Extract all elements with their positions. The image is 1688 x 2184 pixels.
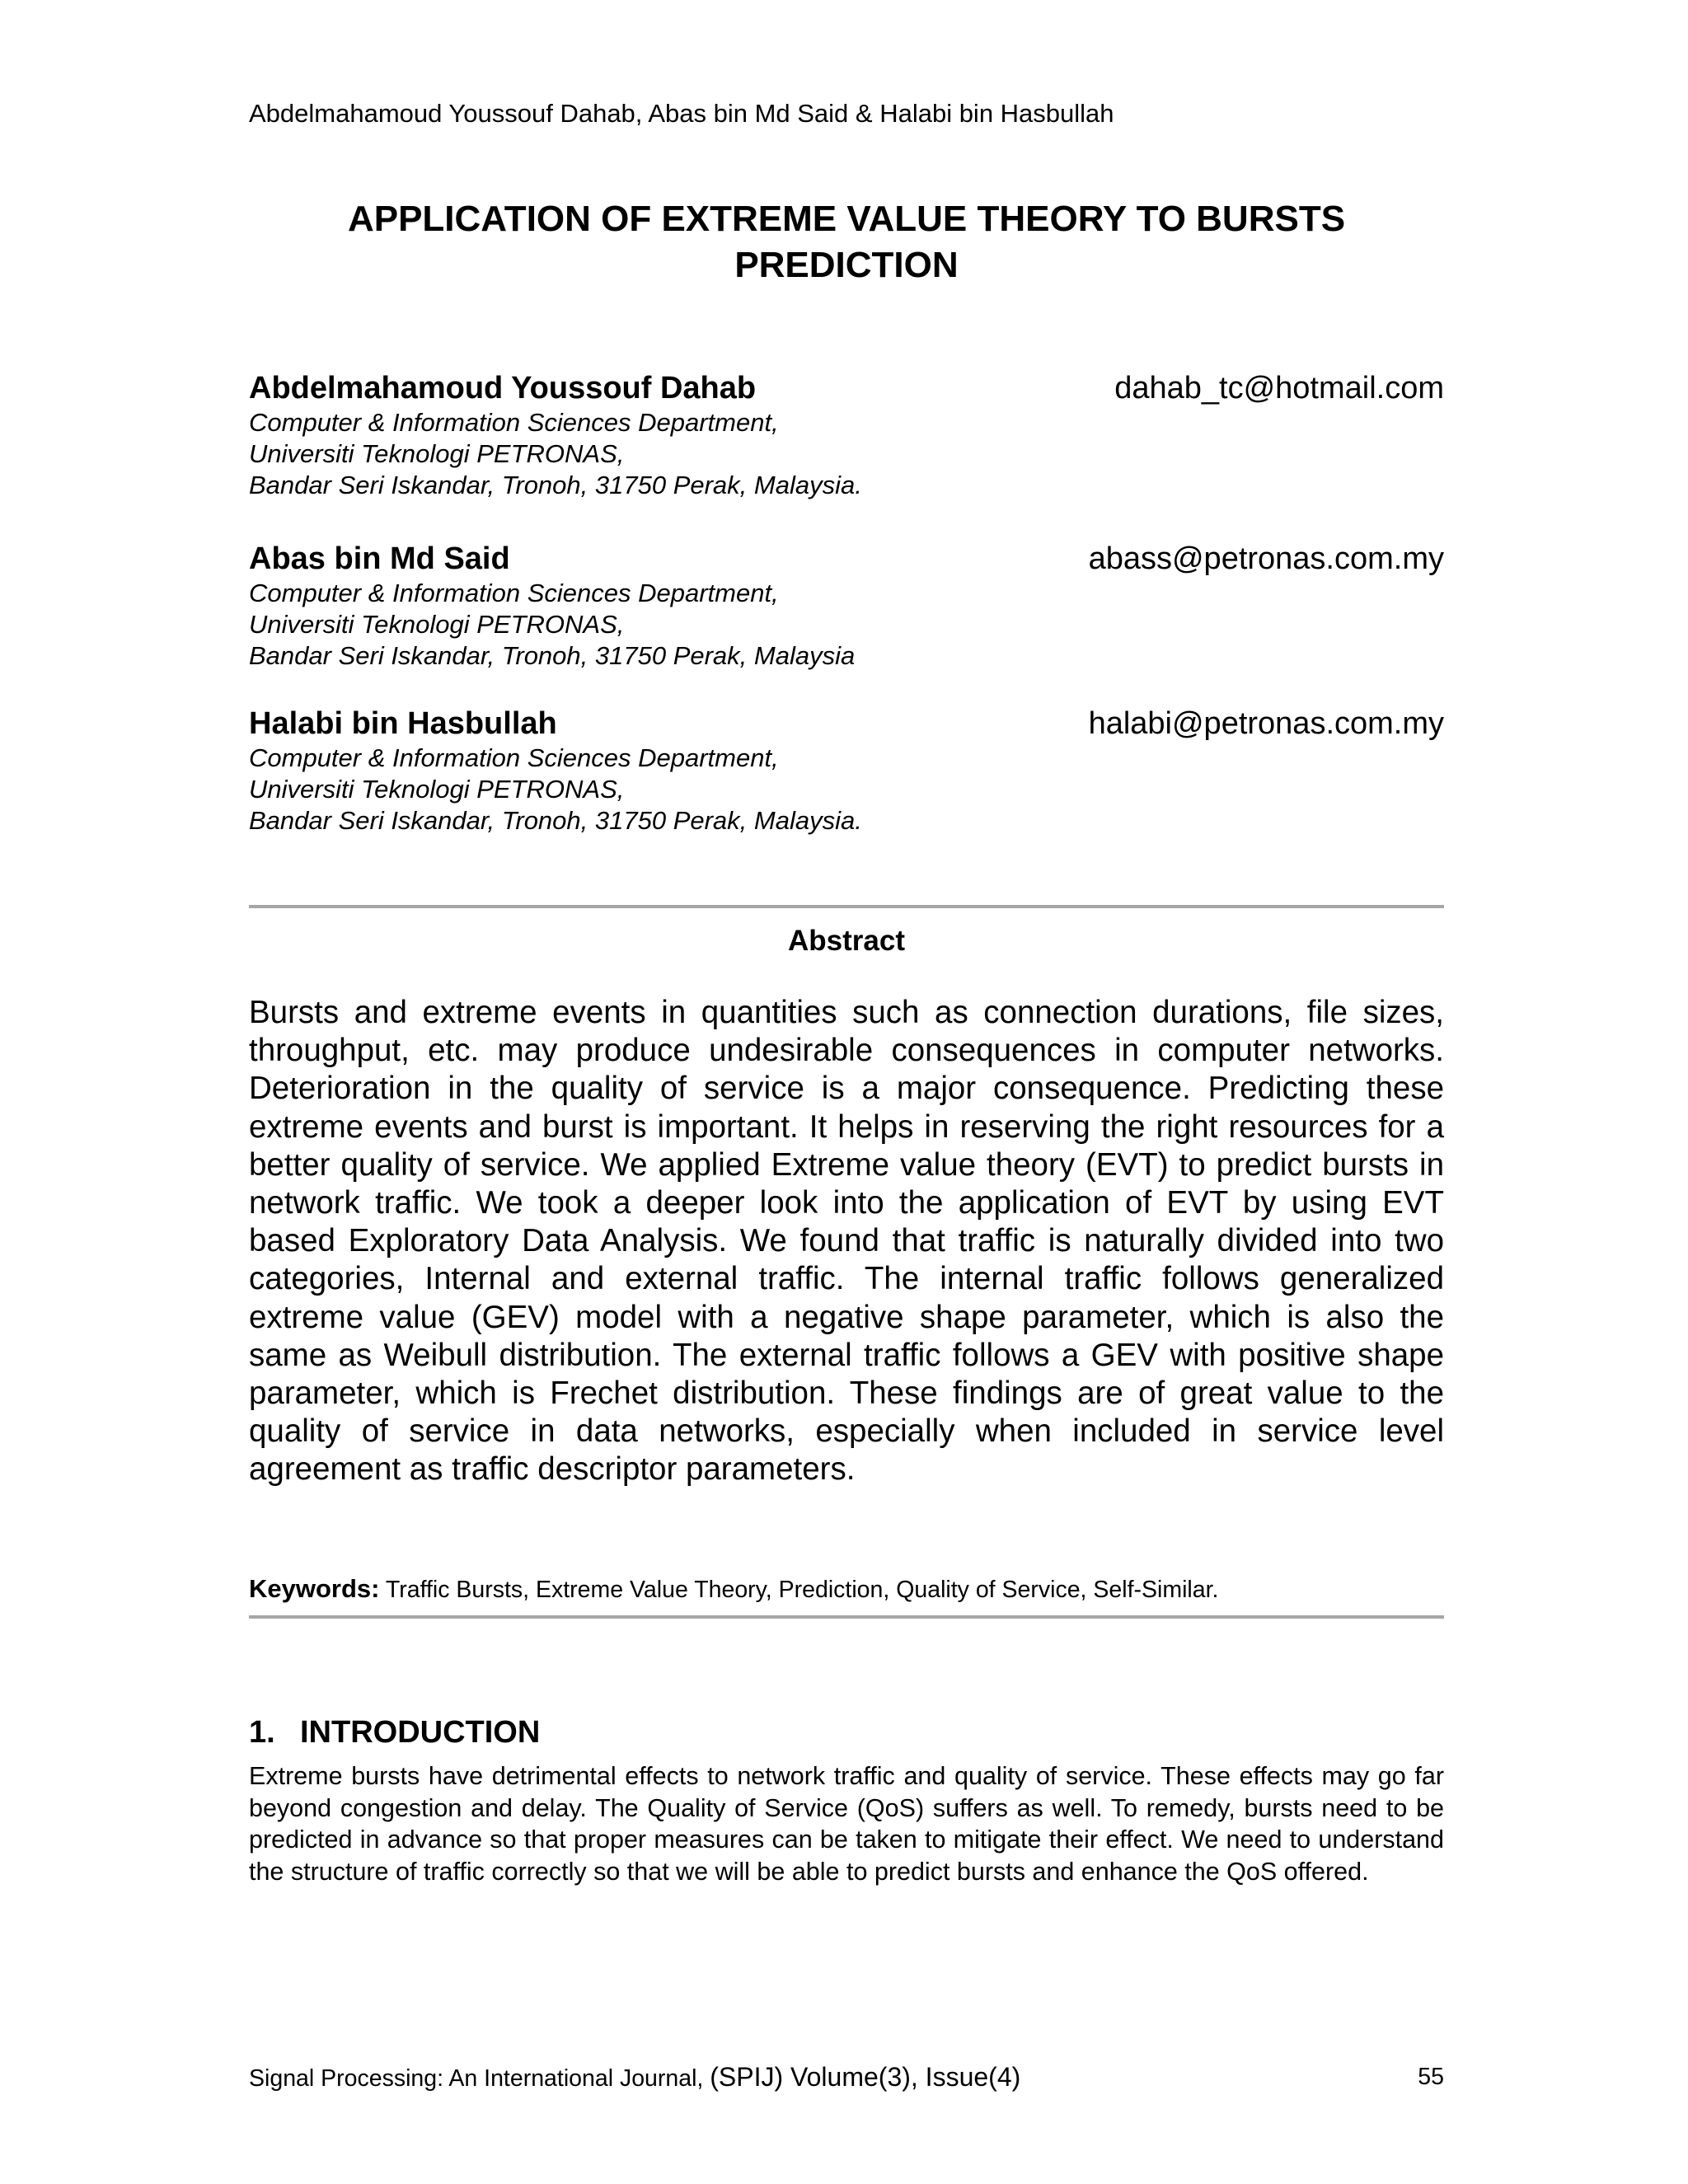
abstract-top-divider bbox=[249, 905, 1444, 908]
author-email: abass@petronas.com.my bbox=[1088, 541, 1444, 576]
author-block-3 bbox=[249, 705, 1444, 837]
section-number: 1. bbox=[249, 1715, 275, 1750]
paper-title-line-2: PREDICTION bbox=[734, 245, 959, 285]
author-affiliation-line: Bandar Seri Iskandar, Tronoh, 31750 Perak, Malaysia. bbox=[249, 471, 862, 499]
abstract-heading: Abstract bbox=[788, 925, 905, 957]
footer-volume-issue: (SPIJ) Volume(3), Issue(4) bbox=[710, 2062, 1021, 2092]
author-affiliation-line: Universiti Teknologi PETRONAS, bbox=[249, 775, 625, 804]
author-email: halabi@petronas.com.my bbox=[1088, 706, 1444, 741]
author-affiliation-line: Bandar Seri Iskandar, Tronoh, 31750 Perak, Malaysia. bbox=[249, 806, 862, 835]
author-affiliation-line: Computer & Information Sciences Department, bbox=[249, 579, 779, 607]
author-affiliation-line: Universiti Teknologi PETRONAS, bbox=[249, 610, 625, 639]
author-block-2 bbox=[249, 540, 1444, 672]
author-name: Abas bin Md Said bbox=[249, 541, 510, 576]
abstract-bottom-divider bbox=[249, 1615, 1444, 1619]
running-head: Abdelmahamoud Youssouf Dahab, Abas bin Md Said & Halabi bin Hasbullah bbox=[249, 99, 1114, 128]
author-block-1 bbox=[249, 369, 1444, 501]
page-footer bbox=[249, 2060, 1444, 2095]
author-affiliation-line: Universiti Teknologi PETRONAS, bbox=[249, 439, 625, 468]
paper-title-line-1: APPLICATION OF EXTREME VALUE THEORY TO BURSTS bbox=[347, 199, 1346, 239]
section-title: INTRODUCTION bbox=[300, 1715, 541, 1750]
author-affiliation-line: Computer & Information Sciences Department, bbox=[249, 743, 779, 772]
keywords-text: Traffic Bursts, Extreme Value Theory, Prediction, Quality of Service, Self-Similar. bbox=[385, 1577, 1219, 1603]
author-affiliation-line: Bandar Seri Iskandar, Tronoh, 31750 Perak, Malaysia bbox=[249, 641, 856, 670]
author-name: Abdelmahamoud Youssouf Dahab bbox=[249, 371, 757, 405]
introduction-paragraph: Extreme bursts have detrimental effects to network traffic and quality of service. These effects may go far beyond congestion and delay. The Quality of Service (QoS) suffers as well. To remedy, bursts need to be predicted in advance so that proper measures can be taken to mitigate their effect. We need to understand the structure of traffic correctly so that we will be able to predict bursts and enhance the QoS offered. bbox=[249, 1762, 1444, 1886]
page-number: 55 bbox=[1418, 2064, 1444, 2090]
footer-journal: Signal Processing: An International Journal, bbox=[249, 2065, 704, 2092]
paper-title bbox=[249, 196, 1444, 288]
abstract-body: Bursts and extreme events in quantities such as connection durations, file sizes, throughput, etc. may produce undesirable consequences in computer networks. Deterioration in the quality of service is a major consequence. Predicting these extreme events and burst is important. It helps in reserving the right resources for a better quality of service. We applied Extreme value theory (EVT) to predict bursts in network traffic. We took a deeper look into the application of EVT by using EVT based Exploratory Data Analysis. We found that traffic is naturally divided into two categories, Internal and external traffic. The internal traffic follows generalized extreme value (GEV) model with a negative shape parameter, which is also the same as Weibull distribution. The external traffic follows a GEV with positive shape parameter, which is Frechet distribution. These findings are of great value to the quality of service in data networks, especially when included in service level agreement as traffic descriptor parameters. bbox=[249, 995, 1444, 1488]
author-affiliation-line: Computer & Information Sciences Department, bbox=[249, 408, 779, 437]
section-heading-introduction bbox=[249, 1713, 540, 1752]
author-email: dahab_tc@hotmail.com bbox=[1114, 371, 1444, 405]
keywords bbox=[249, 1572, 1444, 1606]
keywords-label: Keywords: bbox=[249, 1574, 380, 1603]
author-name: Halabi bin Hasbullah bbox=[249, 706, 557, 741]
